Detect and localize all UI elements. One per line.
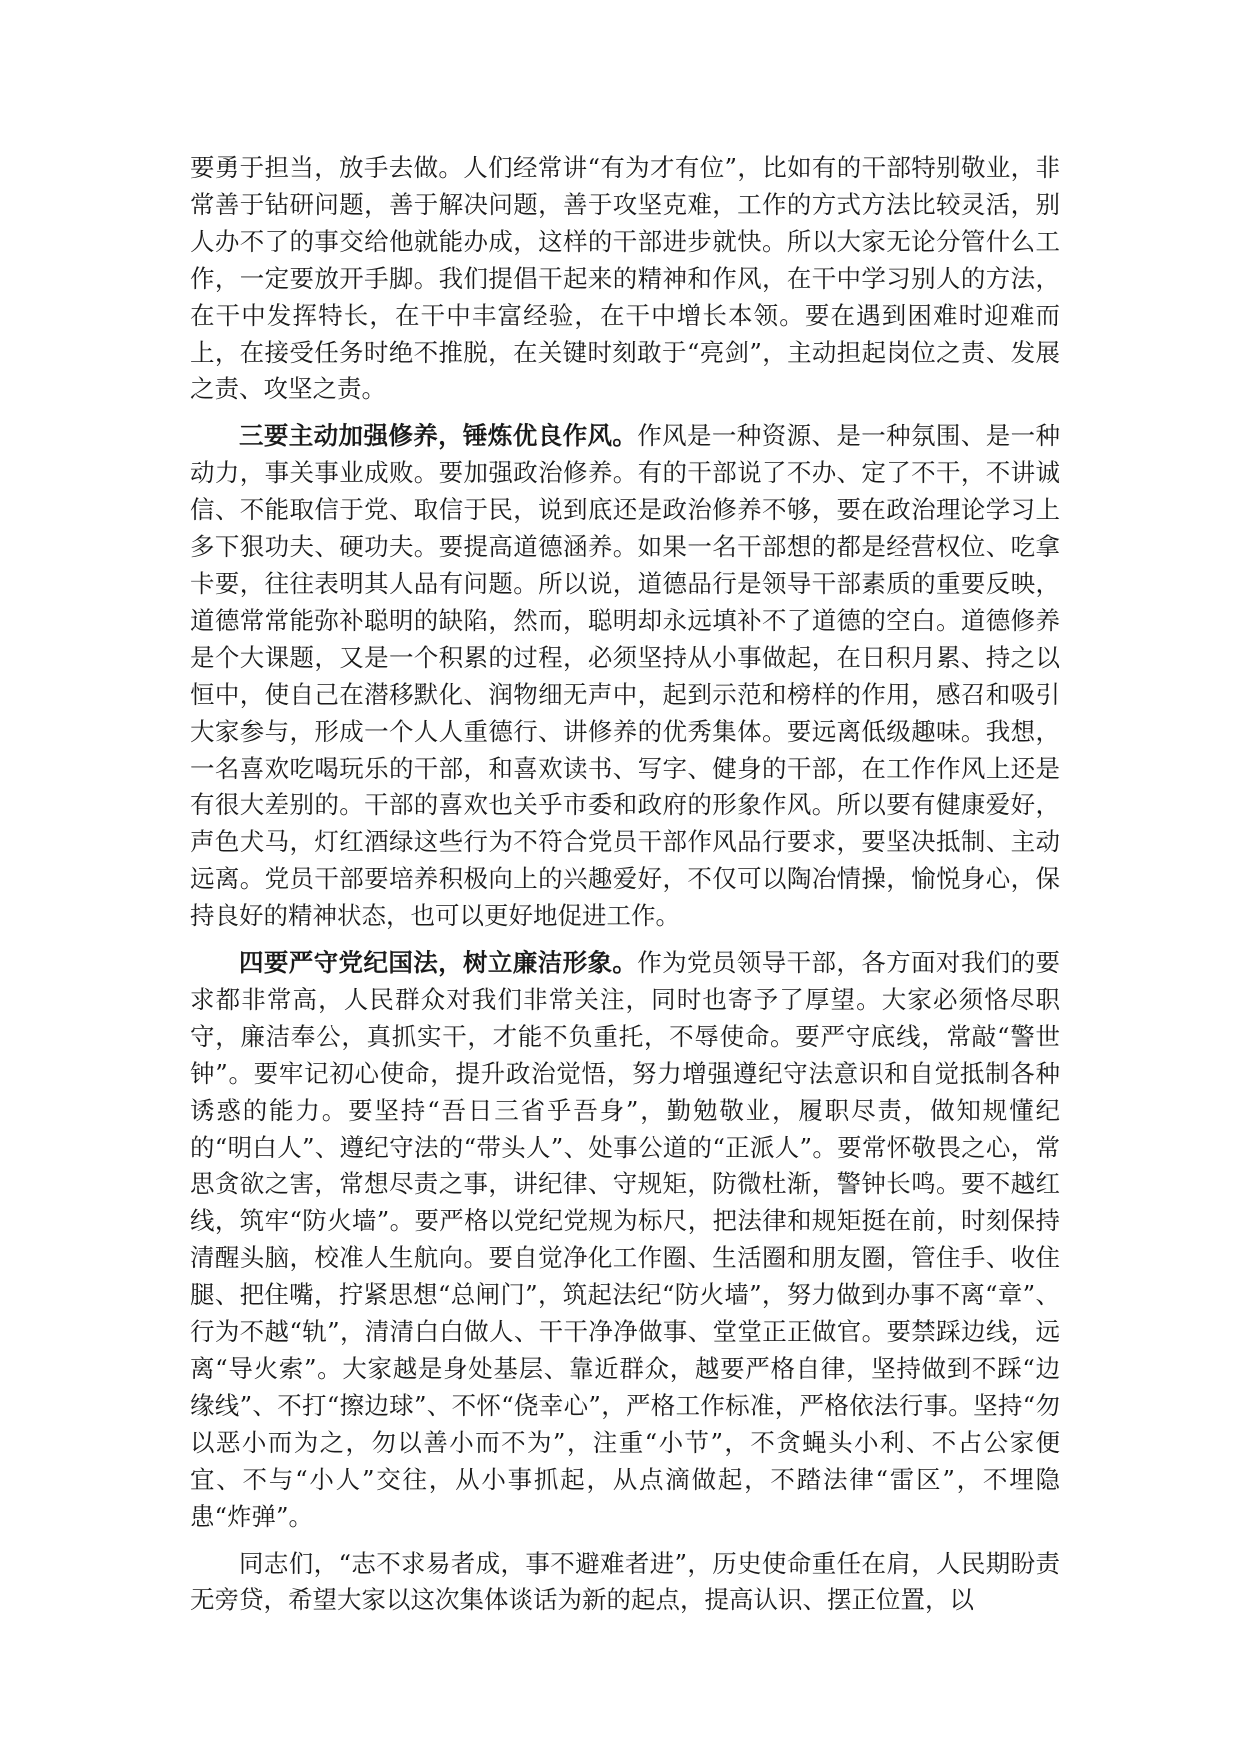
- paragraph-four: [190, 945, 1060, 1536]
- paragraph-text: 作风是一种资源、是一种氛围、是一种动力，事关事业成败。要加强政治修养。有的干部说了不办、定了不干，不讲诚信、不能取信于党、取信于民，说到底还是政治修养不够，要在政治理论学习上多下狠功夫、硬功夫。要提高道德涵养。如果一名干部想的都是经营权位、吃拿卡要，往往表明其人品有问题。所以说，道德品行是领导干部素质的重要反映，道德常常能弥补聪明的缺陷，然而，聪明却永远填补不了道德的空白。道德修养是个大课题，又是一个积累的过程，必须坚持从小事做起，在日积月累、持之以恒中，使自己在潜移默化、润物细无声中，起到示范和榜样的作用，感召和吸引大家参与，形成一个人人重德行、讲修养的优秀集体。要远离低级趣味。我想，一名喜欢吃喝玩乐的干部，和喜欢读书、写字、健身的干部，在工作作风上还是有很大差别的。干部的喜欢也关乎市委和政府的形象作风。所以要有健康爱好，声色犬马，灯红酒绿这些行为不符合党员干部作风品行要求，要坚决抵制、主动远离。党员干部要培养积极向上的兴趣爱好，不仅可以陶冶情操，愉悦身心，保持良好的精神状态，也可以更好地促进工作。: [190, 421, 1060, 931]
- paragraph-continuation: [190, 150, 1060, 408]
- paragraph-three: [190, 418, 1060, 935]
- paragraph-text: 要勇于担当，放手去做。人们经常讲“有为才有位”，比如有的干部特别敬业，非常善于钻研问题，善于解决问题，善于攻坚克难，工作的方式方法比较灵活，别人办不了的事交给他就能办成，这样的干部进步就快。所以大家无论分管什么工作，一定要放开手脚。我们提倡干起来的精神和作风，在干中学习别人的方法，在干中发挥特长，在干中丰富经验，在干中增长本领。要在遇到困难时迎难而上，在接受任务时绝不推脱，在关键时刻敢于“亮剑”，主动担起岗位之责、发展之责、攻坚之责。: [190, 153, 1060, 404]
- paragraph-text: 同志们，“志不求易者成，事不避难者进”，历史使命重任在肩，人民期盼责无旁贷，希望大家以这次集体谈话为新的起点，提高认识、摆正位置，以: [190, 1548, 1060, 1615]
- paragraph-text: 作为党员领导干部，各方面对我们的要求都非常高，人民群众对我们非常关注，同时也寄予了厚望。大家必须恪尽职守，廉洁奉公，真抓实干，才能不负重托，不辱使命。要严守底线，常敲“警世钟”。要牢记初心使命，提升政治觉悟，努力增强遵纪守法意识和自觉抵制各种诱惑的能力。要坚持“吾日三省乎吾身”，勤勉敬业，履职尽责，做知规懂纪的“明白人”、遵纪守法的“带头人”、处事公道的“正派人”。要常怀敬畏之心，常思贪欲之害，常想尽责之事，讲纪律、守规矩，防微杜渐，警钟长鸣。要不越红线，筑牢“防火墙”。要严格以党纪党规为标尺，把法律和规矩挺在前，时刻保持清醒头脑，校准人生航向。要自觉净化工作圈、生活圈和朋友圈，管住手、收住腿、把住嘴，拧紧思想“总闸门”，筑起法纪“防火墙”，努力做到办事不离“章”、行为不越“轨”，清清白白做人、干干净净做事、堂堂正正做官。要禁踩边线，远离“导火索”。大家越是身处基层、靠近群众，越要严格自律，坚持做到不踩“边缘线”、不打“擦边球”、不怀“侥幸心”，严格工作标准，严格依法行事。坚持“勿以恶小而为之，勿以善小而不为”，注重“小节”，不贪蝇头小利、不占公家便宜、不与“小人”交往，从小事抓起，从点滴做起，不踏法律“雷区”，不埋隐患“炸弹”。: [190, 948, 1060, 1531]
- paragraph-closing: [190, 1546, 1060, 1620]
- document-page: [190, 150, 1060, 1629]
- paragraph-lead: 三要主动加强修养，锤炼优良作风。: [239, 421, 638, 451]
- paragraph-lead: 四要严守党纪国法，树立廉洁形象。: [239, 948, 638, 978]
